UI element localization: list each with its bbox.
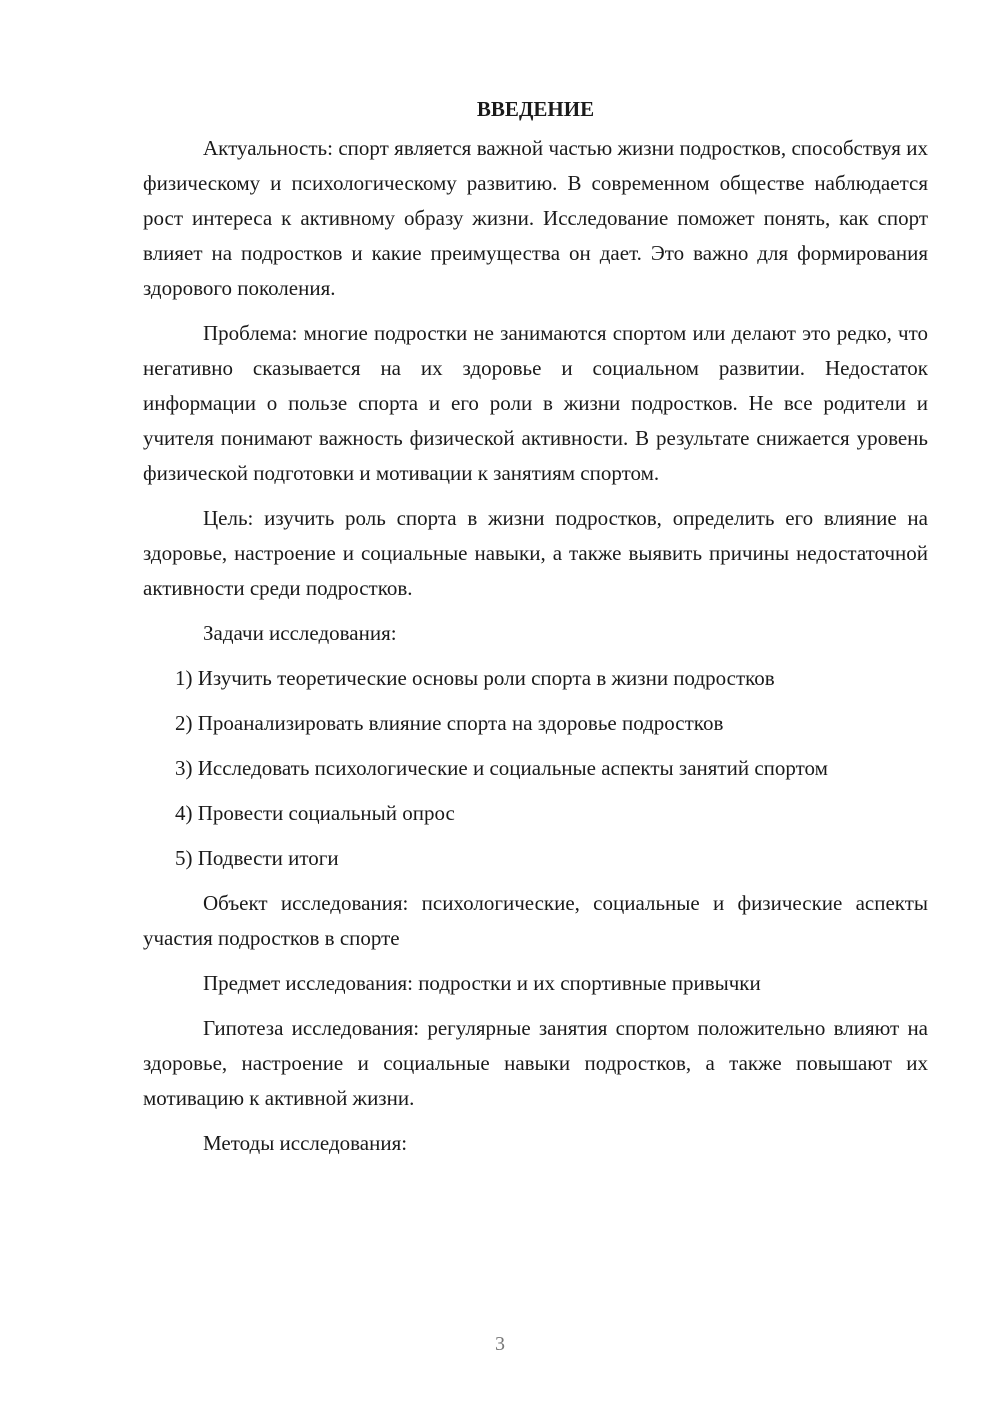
paragraph-subject: Предмет исследования: подростки и их спортивные привычки [203,971,761,995]
task-item-2: 2) Проанализировать влияние спорта на здоровье подростков [175,711,724,735]
paragraph-hypothesis: Гипотеза исследования: регулярные занятия спортом положительно влияют на здоровье, настроение и социальные навыки подростков, а также повышают их мотивацию к активной жизни. [143,1016,928,1110]
page-number: 3 [495,1333,505,1355]
task-item-3: 3) Исследовать психологические и социальные аспекты занятий спортом [175,756,828,780]
paragraph-object: Объект исследования: психологические, социальные и физические аспекты участия подростков в спорте [143,891,928,950]
paragraph-problem: Проблема: многие подростки не занимаются спортом или делают это редко, что негативно сказывается на их здоровье и социальном развитии. Недостаток информации о пользе спорта и его роли в жизни подростков. Не все родители и учителя понимают важность физической активности. В результате снижается уровень физической подготовки и мотивации к занятиям спортом. [143,321,928,485]
paragraph-relevance: Актуальность: спорт является важной частью жизни подростков, способствуя их физическому и психологическому развитию. В современном обществе наблюдается рост интереса к активному образу жизни. Исследование поможет понять, как спорт влияет на подростков и какие преимущества он дает. Это важно для формирования здорового поколения. [143,136,928,300]
task-item-1: 1) Изучить теоретические основы роли спорта в жизни подростков [175,666,775,690]
tasks-heading: Задачи исследования: [203,621,397,645]
task-item-5: 5) Подвести итоги [175,846,339,870]
methods-heading: Методы исследования: [203,1131,408,1155]
document-page [143,92,928,1171]
page-title: ВВЕДЕНИЕ [476,97,595,121]
paragraph-goal: Цель: изучить роль спорта в жизни подростков, определить его влияние на здоровье, настроение и социальные навыки, а также выявить причины недостаточной активности среди подростков. [143,506,928,600]
task-item-4: 4) Провести социальный опрос [175,801,455,825]
